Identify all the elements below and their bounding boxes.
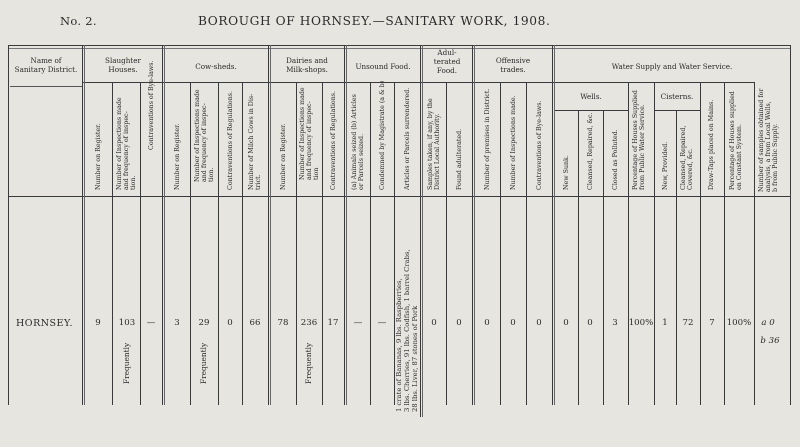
vline — [754, 82, 755, 405]
rule-name-sub — [10, 86, 82, 87]
vline — [296, 82, 297, 405]
group-cow-sheds: Cow-sheds. — [195, 62, 237, 71]
vline — [628, 82, 629, 405]
col-sh-inspections: Number of Inspections made and frequency of inspec- tion. — [116, 97, 138, 190]
cell-dm-inspections: 236 — [300, 318, 318, 328]
rule-top-2 — [8, 48, 790, 49]
rule-wells-sub — [554, 110, 628, 111]
vline — [474, 45, 475, 405]
vline — [140, 82, 141, 405]
vline — [270, 45, 271, 405]
col-cs-inspections: Number of Inspections made and frequency of inspec- tion. — [194, 89, 216, 182]
col-const-pct: Percentage of Houses supplied on Constant System. — [729, 91, 744, 190]
col-samples-analysis: Number of samples obtained for analysis, a from Local Wells, b from Public Supply. — [758, 88, 780, 192]
rule-header-bottom — [8, 196, 790, 197]
cell-w-sunk: 0 — [563, 318, 569, 328]
col-dm-register: Number on Register. — [280, 123, 287, 190]
page-title: BOROUGH OF HORNSEY.—SANITARY WORK, 1908. — [198, 14, 551, 28]
col-w-cleansed: Cleansed, Repaired, &c. — [587, 112, 594, 190]
rule-top — [8, 45, 790, 46]
cell-uf-condemned: — — [377, 318, 387, 328]
vline — [344, 45, 345, 405]
cell-af-samples: 0 — [431, 318, 437, 328]
col-w-closed: Closed as Polluted. — [612, 129, 619, 190]
cell-dm-register: 78 — [277, 318, 289, 328]
district-name: HORNSEY. — [16, 318, 74, 329]
cell-samples-a: a 0 — [761, 318, 775, 328]
col-cs-register: Number on Register. — [174, 123, 181, 190]
col-sh-register: Number on Register. — [95, 123, 102, 190]
group-wells: Wells. — [580, 92, 602, 101]
cell-cs-cows: 66 — [249, 318, 261, 328]
col-cs-cows: Number of Milch Cows in Dis- trict. — [248, 93, 263, 190]
vline — [82, 45, 83, 405]
vline — [420, 45, 421, 417]
vline — [370, 82, 371, 405]
vline — [84, 45, 85, 405]
vline — [218, 82, 219, 405]
col-uf-seized: (a) Animals seized (b) Articles or Parcels seized. — [351, 94, 366, 190]
cell-cs-contraventions: 0 — [227, 318, 233, 328]
cell-cs-inspections: 29 — [198, 318, 210, 328]
cell-ot-contraventions: 0 — [536, 318, 542, 328]
cell-draw-taps: 7 — [709, 318, 715, 328]
col-c-new: New, Provided. — [662, 141, 669, 190]
cell-sh-frequency: Frequently — [122, 342, 131, 384]
col-af-samples: Samples taken, if any, by the District Local Authority. — [427, 98, 442, 190]
cell-sh-inspections: 103 — [118, 318, 136, 328]
vline — [552, 45, 553, 405]
vline — [526, 82, 527, 405]
col-w-percentage: Percentage of Houses Supplied from Public Water Service. — [632, 90, 647, 190]
cell-c-new: 1 — [662, 318, 668, 328]
cell-dm-frequency: Frequently — [304, 342, 313, 384]
vline — [472, 45, 473, 405]
vline — [242, 82, 243, 405]
vline — [190, 82, 191, 405]
vline — [790, 45, 791, 405]
group-slaughter-houses: Slaughter Houses. — [105, 56, 141, 74]
col-af-found: Found adulterated. — [456, 128, 463, 190]
vline — [322, 82, 323, 405]
col-sh-contraventions: Contraventions of Bye-laws. — [148, 60, 155, 150]
group-name-district: Name of Sanitary District. — [14, 56, 78, 74]
col-c-cleansed: Cleansed, Repaired, Covered, &c. — [680, 125, 695, 190]
cell-ot-inspections: 0 — [510, 318, 516, 328]
col-ot-premises: Number of premises in District. — [484, 88, 491, 190]
cell-ot-premises: 0 — [484, 318, 490, 328]
cell-sh-register: 9 — [95, 318, 101, 328]
col-ot-contraventions: Contraventions of Bye-laws. — [536, 100, 543, 190]
vline — [422, 45, 423, 417]
cell-samples-b: b 36 — [760, 336, 780, 346]
rule-cisterns-sub — [654, 110, 700, 111]
col-uf-surrendered: Articles or Parcels surrendered. — [404, 87, 411, 190]
cell-uf-surrendered: 1 crate of Bananas, 9 lbs. Raspberries, 3 lbs. Cherries, 91 lbs. Codfish, 1 barrel Crabs, 28 lbs. Liver, 87 stones of Pork — [395, 249, 419, 412]
col-draw-taps: Draw-Taps placed on Mains. — [708, 99, 715, 190]
vline — [500, 82, 501, 405]
group-unsound-food: Unsound Food. — [355, 62, 411, 71]
vline — [578, 110, 579, 405]
vline — [603, 110, 604, 405]
cell-cs-register: 3 — [174, 318, 180, 328]
cell-c-cleansed: 72 — [682, 318, 694, 328]
cell-uf-seized: — — [353, 318, 363, 328]
group-cisterns: Cisterns. — [660, 92, 694, 101]
cell-w-cleansed: 0 — [587, 318, 593, 328]
vline — [346, 45, 347, 405]
group-offensive-trades: Offensive trades. — [495, 56, 531, 74]
vline — [700, 82, 701, 405]
vline — [164, 45, 165, 405]
cell-const-pct: 100% — [726, 318, 752, 328]
cell-w-percentage: 100% — [628, 318, 654, 328]
cell-sh-contraventions: — — [146, 318, 156, 328]
col-dm-inspections: Number of Inspections made and frequency of inspec- tion — [299, 87, 321, 180]
col-dm-contraventions: Contraventions of Regulations. — [330, 91, 337, 190]
group-water-supply: Water Supply and Water Service. — [611, 62, 733, 71]
cell-dm-contraventions: 17 — [327, 318, 339, 328]
vline — [724, 82, 725, 405]
col-ot-inspections: Number of Inspections made. — [510, 95, 517, 190]
group-dairies: Dairies and Milk-shops. — [286, 56, 328, 74]
vline — [268, 45, 269, 405]
vline — [112, 82, 113, 405]
col-w-sunk: New Sunk. — [563, 155, 570, 190]
vline — [676, 110, 677, 405]
vline — [8, 45, 9, 405]
col-cs-contraventions: Contraventions of Regulations. — [227, 91, 234, 190]
cell-w-closed: 3 — [612, 318, 618, 328]
vline — [162, 45, 163, 405]
page-number: No. 2. — [60, 14, 97, 28]
vline — [446, 82, 447, 405]
cell-af-found: 0 — [456, 318, 462, 328]
vline — [654, 82, 655, 405]
cell-cs-frequency: Frequently — [199, 342, 208, 384]
col-uf-condemned: Condemned by Magistrate (a & b) — [379, 80, 386, 190]
group-adulterated-food: Adul- terated Food. — [433, 48, 461, 75]
